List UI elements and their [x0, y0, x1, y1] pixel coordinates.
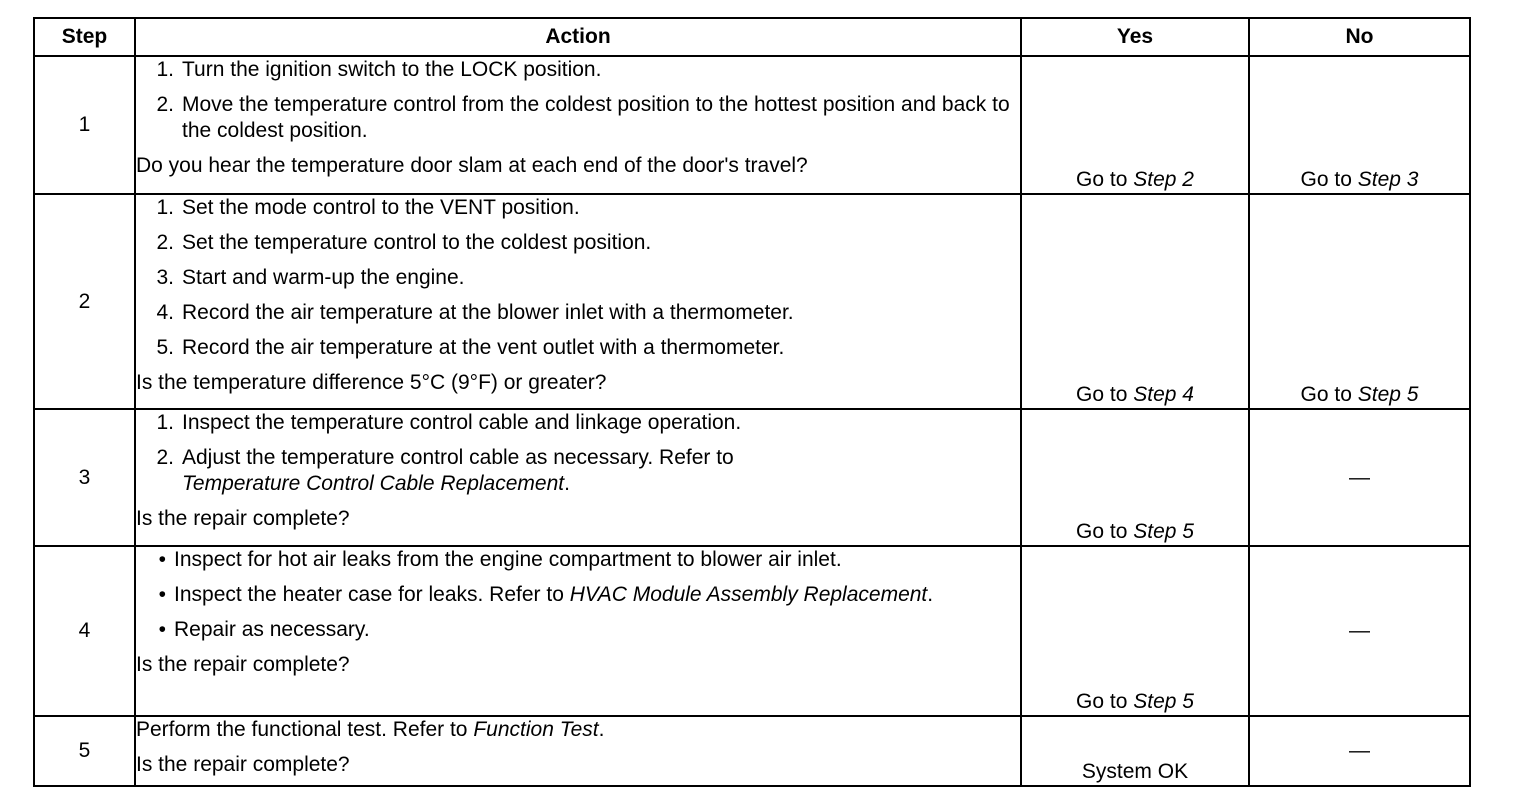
list-marker: 2.	[156, 93, 174, 116]
action-cell	[135, 56, 1021, 194]
list-text	[174, 582, 1020, 608]
header-step: Step	[34, 18, 135, 56]
list-item	[136, 230, 1020, 256]
list-text-body: Inspect the heater case for leaks. Refer to	[174, 583, 570, 606]
question-text: Do you hear the temperature door slam at each end of the door's travel?	[136, 154, 808, 177]
list-item	[136, 335, 1020, 361]
no-cell	[1249, 194, 1470, 409]
table-row	[34, 194, 1470, 409]
list-text: Set the mode control to the VENT position.	[182, 196, 580, 219]
question-text: Is the repair complete?	[136, 753, 350, 776]
list-item	[136, 57, 1020, 83]
action-cell	[135, 409, 1021, 546]
no-prefix: Go to	[1300, 383, 1358, 406]
list-text: Record the air temperature at the blower inlet with a thermometer.	[182, 301, 794, 324]
no-step-link[interactable]: Step 5	[1357, 383, 1419, 406]
list-item	[136, 445, 1020, 497]
list-item	[136, 92, 1020, 144]
list-marker: 1.	[156, 196, 174, 219]
list-item	[136, 617, 1020, 643]
diagnostic-table	[33, 17, 1471, 787]
list-item	[136, 410, 1020, 436]
list-text-after: .	[927, 583, 934, 606]
yes-prefix: Go to	[1076, 168, 1134, 191]
instruction-text	[136, 717, 1020, 743]
step-number: 2	[34, 194, 135, 409]
no-cell	[1249, 409, 1470, 546]
list-text: Set the temperature control to the coldest position.	[182, 231, 652, 254]
yes-step-link[interactable]: Step 4	[1133, 383, 1194, 406]
header-action: Action	[135, 18, 1021, 56]
no-prefix: Go to	[1300, 168, 1358, 191]
list-item	[136, 300, 1020, 326]
list-marker: 4.	[156, 301, 174, 324]
action-cell	[135, 194, 1021, 409]
table-row	[34, 409, 1470, 546]
no-cell	[1249, 546, 1470, 716]
no-cell	[1249, 716, 1470, 786]
list-text: Start and warm-up the engine.	[182, 266, 465, 289]
list-text: Turn the ignition switch to the LOCK position.	[182, 58, 602, 81]
reference-link[interactable]: Function Test	[473, 718, 599, 741]
step-number: 3	[34, 409, 135, 546]
yes-cell	[1021, 409, 1249, 546]
list-text	[182, 445, 1020, 497]
question-text: Is the repair complete?	[136, 507, 350, 530]
yes-result: System OK	[1081, 760, 1189, 783]
list-text: Move the temperature control from the coldest position to the hottest position and back to the coldest position.	[182, 93, 1010, 142]
question-text: Is the temperature difference 5°C (9°F) or greater?	[136, 371, 607, 394]
yes-step-link[interactable]: Step 2	[1133, 168, 1194, 191]
list-text: Record the air temperature at the vent outlet with a thermometer.	[182, 336, 785, 359]
list-text-after: .	[564, 472, 570, 495]
header-no: No	[1249, 18, 1470, 56]
action-cell	[135, 716, 1021, 786]
table-row	[34, 546, 1470, 716]
yes-step-link[interactable]: Step 5	[1133, 690, 1194, 713]
yes-step-link[interactable]: Step 5	[1133, 520, 1194, 543]
bullet-list	[136, 547, 1020, 643]
no-dash: —	[1349, 739, 1370, 762]
step-number: 1	[34, 56, 135, 194]
yes-prefix: Go to	[1076, 690, 1134, 713]
list-marker: 1.	[156, 58, 174, 81]
header-yes: Yes	[1021, 18, 1249, 56]
list-marker: 2.	[156, 446, 174, 469]
step-number: 4	[34, 546, 135, 716]
no-step-link[interactable]: Step 3	[1357, 168, 1419, 191]
table-row	[34, 56, 1470, 194]
bullet-marker: •	[158, 618, 166, 641]
step-number: 5	[34, 716, 135, 786]
yes-prefix: Go to	[1076, 383, 1134, 406]
yes-cell	[1021, 56, 1249, 194]
yes-cell	[1021, 716, 1249, 786]
yes-cell	[1021, 194, 1249, 409]
list-item	[136, 547, 1020, 573]
table-row	[34, 716, 1470, 786]
list-text: Inspect for hot air leaks from the engine compartment to blower air inlet.	[174, 548, 842, 571]
yes-prefix: Go to	[1076, 520, 1134, 543]
list-marker: 3.	[156, 266, 174, 289]
action-cell	[135, 546, 1021, 716]
list-item	[136, 265, 1020, 291]
list-marker: 5.	[156, 336, 174, 359]
step-list	[136, 57, 1020, 144]
header-row	[34, 18, 1470, 56]
list-marker: 2.	[156, 231, 174, 254]
no-dash: —	[1349, 619, 1370, 642]
bullet-marker: •	[158, 548, 166, 571]
step-list	[136, 195, 1020, 361]
question-text: Is the repair complete?	[136, 653, 350, 676]
reference-link[interactable]: HVAC Module Assembly Replacement	[569, 583, 928, 606]
list-item	[136, 582, 1020, 608]
reference-link[interactable]: Temperature Control Cable Replacement	[182, 472, 565, 495]
list-text: Repair as necessary.	[174, 618, 370, 641]
bullet-marker: •	[158, 583, 166, 606]
list-text: Inspect the temperature control cable and linkage operation.	[182, 411, 742, 434]
no-cell	[1249, 56, 1470, 194]
instruction-body: Perform the functional test. Refer to	[136, 718, 474, 741]
yes-cell	[1021, 546, 1249, 716]
instruction-after: .	[598, 718, 605, 741]
step-list	[136, 410, 1020, 497]
no-dash: —	[1349, 465, 1370, 489]
list-text-body: Adjust the temperature control cable as necessary. Refer to	[182, 446, 734, 469]
list-marker: 1.	[156, 411, 174, 434]
list-item	[136, 195, 1020, 221]
